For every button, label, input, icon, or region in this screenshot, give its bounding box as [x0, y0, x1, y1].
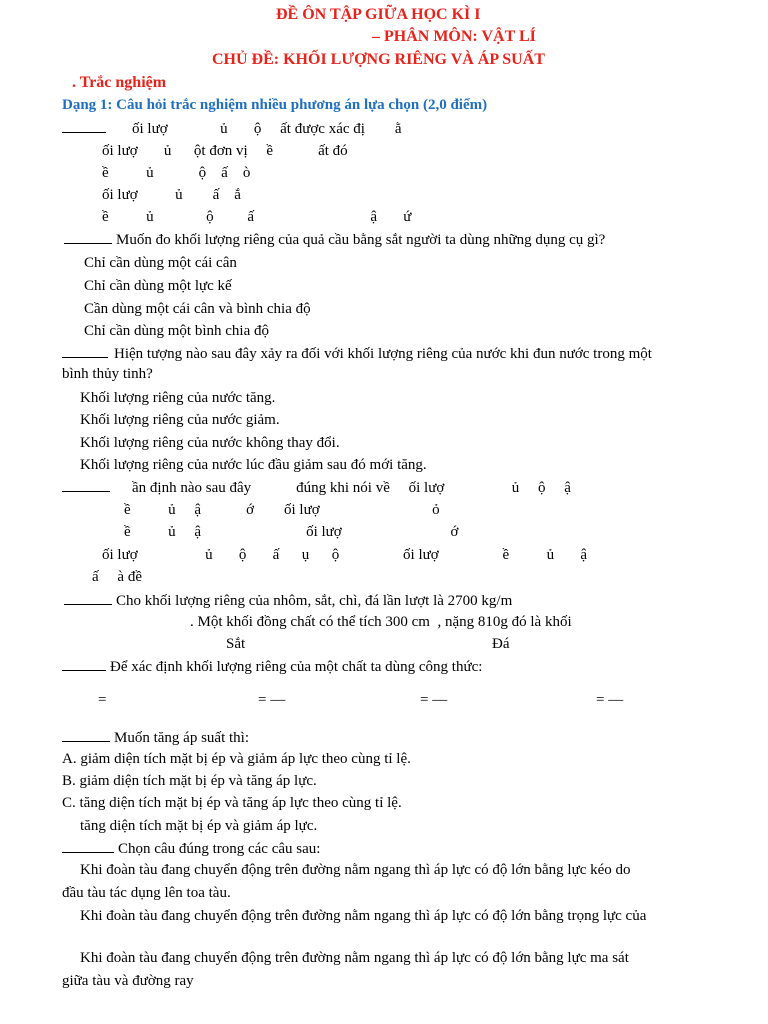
- option-line: ối lượ ủ ộ ấ ụ ộ ối lượ ề ủ ậ: [102, 547, 588, 563]
- option-line: Chỉ cần dùng một bình chia độ: [84, 323, 269, 339]
- option-line: Khối lượng riêng của nước lúc đầu giảm sau đó mới tăng.: [80, 457, 427, 473]
- option-line: Sắt: [226, 636, 246, 652]
- answer-blank: [62, 727, 110, 742]
- question-line: Hiện tượng nào sau đây xảy ra đối với khối lượng riêng của nước khi đun nước trong một: [62, 343, 652, 364]
- option-line: ề ủ ộ ấ ò: [102, 165, 251, 181]
- option-line: Khi đoàn tàu đang chuyển động trên đường nằm ngang thì áp lực có độ lớn bằng trọng lực của: [80, 908, 647, 924]
- answer-blank: [62, 656, 106, 671]
- option-line: C. tăng diện tích mặt bị ép và tăng áp lực theo cùng tỉ lệ.: [62, 795, 402, 811]
- answer-blank: [64, 229, 112, 244]
- answer-blank: [62, 343, 108, 358]
- option-line: ề ủ ậ ớ ối lượ ỏ: [124, 502, 440, 518]
- option-line: ề ủ ậ ối lượ ớ: [124, 524, 459, 540]
- answer-blank: [62, 118, 106, 133]
- question-type-heading: Dạng 1: Câu hỏi trắc nghiệm nhiều phương án lựa chọn (2,0 điểm): [62, 97, 488, 113]
- exam-topic: CHỦ ĐỀ: KHỐI LƯỢNG RIÊNG VÀ ÁP SUẤT: [212, 51, 545, 68]
- option-line: ề ủ ộ ấ ậ ứ: [102, 209, 412, 225]
- formula-option: = —: [420, 692, 448, 708]
- option-line: Chỉ cần dùng một lực kế: [84, 278, 232, 294]
- question-line: Để xác định khối lượng riêng của một chất ta dùng công thức:: [62, 656, 482, 677]
- option-line: Khối lượng riêng của nước không thay đổi.: [80, 435, 340, 451]
- option-line: Đá: [492, 636, 510, 652]
- option-line: B. giảm diện tích mặt bị ép và tăng áp lực.: [62, 773, 317, 789]
- option-line: Khi đoàn tàu đang chuyển động trên đường nằm ngang thì áp lực có độ lớn bằng lực kéo do: [80, 862, 631, 878]
- option-line: Cần dùng một cái cân và bình chia độ: [84, 301, 311, 317]
- question-line: ần định nào sau đây đúng khi nói về ối lượ ủ ộ ậ: [62, 477, 571, 498]
- option-line: ối lượ ủ ấ ắ: [102, 187, 241, 203]
- question-line: Chọn câu đúng trong các câu sau:: [62, 838, 320, 859]
- exam-title: ĐỀ ÔN TẬP GIỮA HỌC KÌ I: [276, 6, 481, 23]
- option-line: Khối lượng riêng của nước tăng.: [80, 390, 276, 406]
- question-line: ối lượ ủ ộ ất được xác đị ằ: [62, 118, 402, 139]
- formula-option: =: [98, 692, 107, 708]
- option-line: Chỉ cần dùng một cái cân: [84, 255, 237, 271]
- answer-blank: [64, 590, 112, 605]
- option-line: ấ à đề: [92, 569, 142, 585]
- option-line: tăng diện tích mặt bị ép và giảm áp lực.: [80, 818, 318, 834]
- option-line: Khi đoàn tàu đang chuyển động trên đường nằm ngang thì áp lực có độ lớn bằng lực ma sát: [80, 950, 629, 966]
- answer-blank: [62, 838, 114, 853]
- option-line-continued: giữa tàu và đường ray: [62, 973, 194, 989]
- question-line: Muốn đo khối lượng riêng của quả cầu bằng sắt người ta dùng những dụng cụ gì?: [64, 229, 605, 250]
- answer-blank: [62, 477, 110, 492]
- exam-subject: – PHÂN MÔN: VẬT LÍ: [372, 28, 536, 45]
- question-line-continued: bình thủy tinh?: [62, 366, 153, 382]
- question-line: Cho khối lượng riêng của nhôm, sắt, chì, đá lần lượt là 2700 kg/m: [64, 590, 512, 611]
- option-line: A. giảm diện tích mặt bị ép và giảm áp lực theo cùng tỉ lệ.: [62, 751, 411, 767]
- formula-option: = —: [596, 692, 624, 708]
- section-heading: . Trắc nghiệm: [72, 74, 167, 91]
- option-line: ối lượ ủ ột đơn vị ề ất đó: [102, 143, 348, 159]
- option-line-continued: đầu tàu tác dụng lên toa tàu.: [62, 885, 231, 901]
- question-line-continued: . Một khối đồng chất có thể tích 300 cm , nặng 810g đó là khối: [190, 614, 572, 630]
- question-line: Muốn tăng áp suất thì:: [62, 727, 249, 748]
- formula-option: = —: [258, 692, 286, 708]
- option-line: Khối lượng riêng của nước giảm.: [80, 412, 280, 428]
